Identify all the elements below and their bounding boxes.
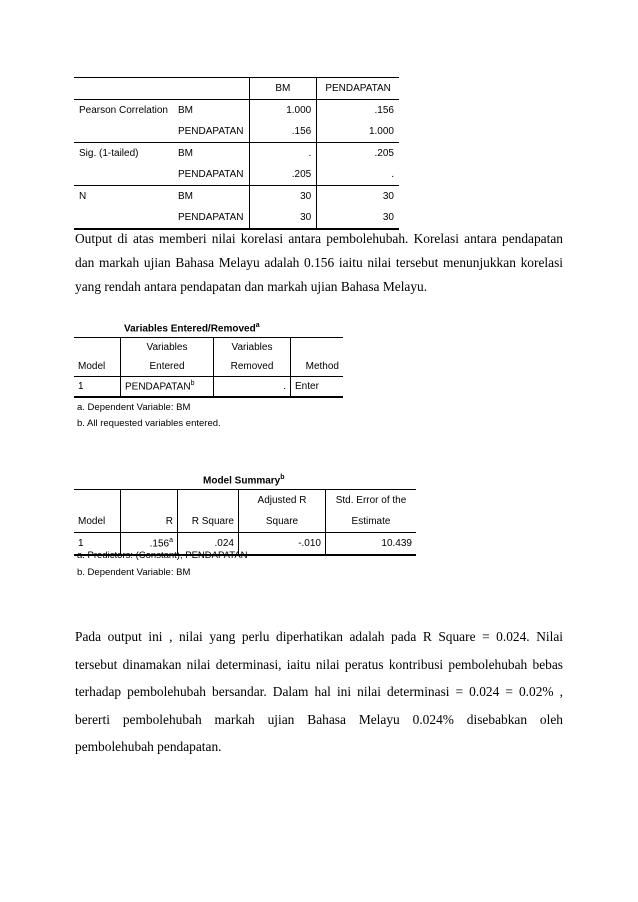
table-row: 1 .156$^a$ .024 -.010 10.439: [74, 533, 416, 556]
variables-entered-table: [74, 337, 343, 398]
model-summary-title: Model Summary$^b$: [203, 474, 285, 487]
header-row: Model R R Square Square Estimate: [74, 511, 416, 533]
paragraph-determination: Pada output ini , nilai yang perlu diperhatikan adalah pada R Square = 0.024. Nilai tersebut dinamakan nilai determinasi, iaitu nilai peratus kontribusi pembolehubah bebas terhadap pembolehubah bersandar. Dalam hal ini nilai determinasi = 0.024 = 0.02% , bererti pembolehubah markah ujian Bahasa Melayu 0.024% disebabkan oleh pembolehubah pendapatan.: [75, 629, 563, 754]
footnote: b. All requested variables entered.: [77, 418, 221, 429]
header-row: Variables Variables: [74, 338, 343, 358]
header-bm: BM: [249, 78, 317, 100]
footnote: b. Dependent Variable: BM: [77, 567, 191, 578]
table-row: Sig. (1-tailed) BM . .205: [74, 143, 399, 165]
model-summary-table: [74, 489, 416, 556]
footnote: a. Dependent Variable: BM: [77, 402, 191, 413]
table-row: PENDAPATAN 30 30: [74, 207, 399, 229]
table-row: PENDAPATAN .156 1.000: [74, 121, 399, 143]
header-row: Adjusted R Std. Error of the: [74, 490, 416, 512]
variables-entered-title: Variables Entered/Removed$^a$: [124, 322, 260, 335]
paragraph-correlation: Output di atas memberi nilai korelasi antara pembolehubah. Korelasi antara pendapatan dan markah ujian Bahasa Melayu adalah 0.156 iaitu nilai tersebut menunjukkan korelasi yang rendah antara pendapatan dan markah ujian Bahasa Melayu.: [75, 231, 563, 294]
correlations-table: [74, 77, 399, 230]
correlations-header-row: [74, 78, 399, 100]
table-row: PENDAPATAN .205 .: [74, 164, 399, 186]
header-pendapatan: PENDAPATAN: [317, 78, 399, 100]
table-row: 1 PENDAPATAN$^b$ . Enter: [74, 377, 343, 398]
header-row: Model Entered Removed Method: [74, 357, 343, 377]
table-row: N BM 30 30: [74, 186, 399, 208]
table-row: Pearson Correlation BM 1.000 .156: [74, 100, 399, 122]
footnote: a. Predictors: (Constant), PENDAPATAN: [77, 550, 248, 561]
